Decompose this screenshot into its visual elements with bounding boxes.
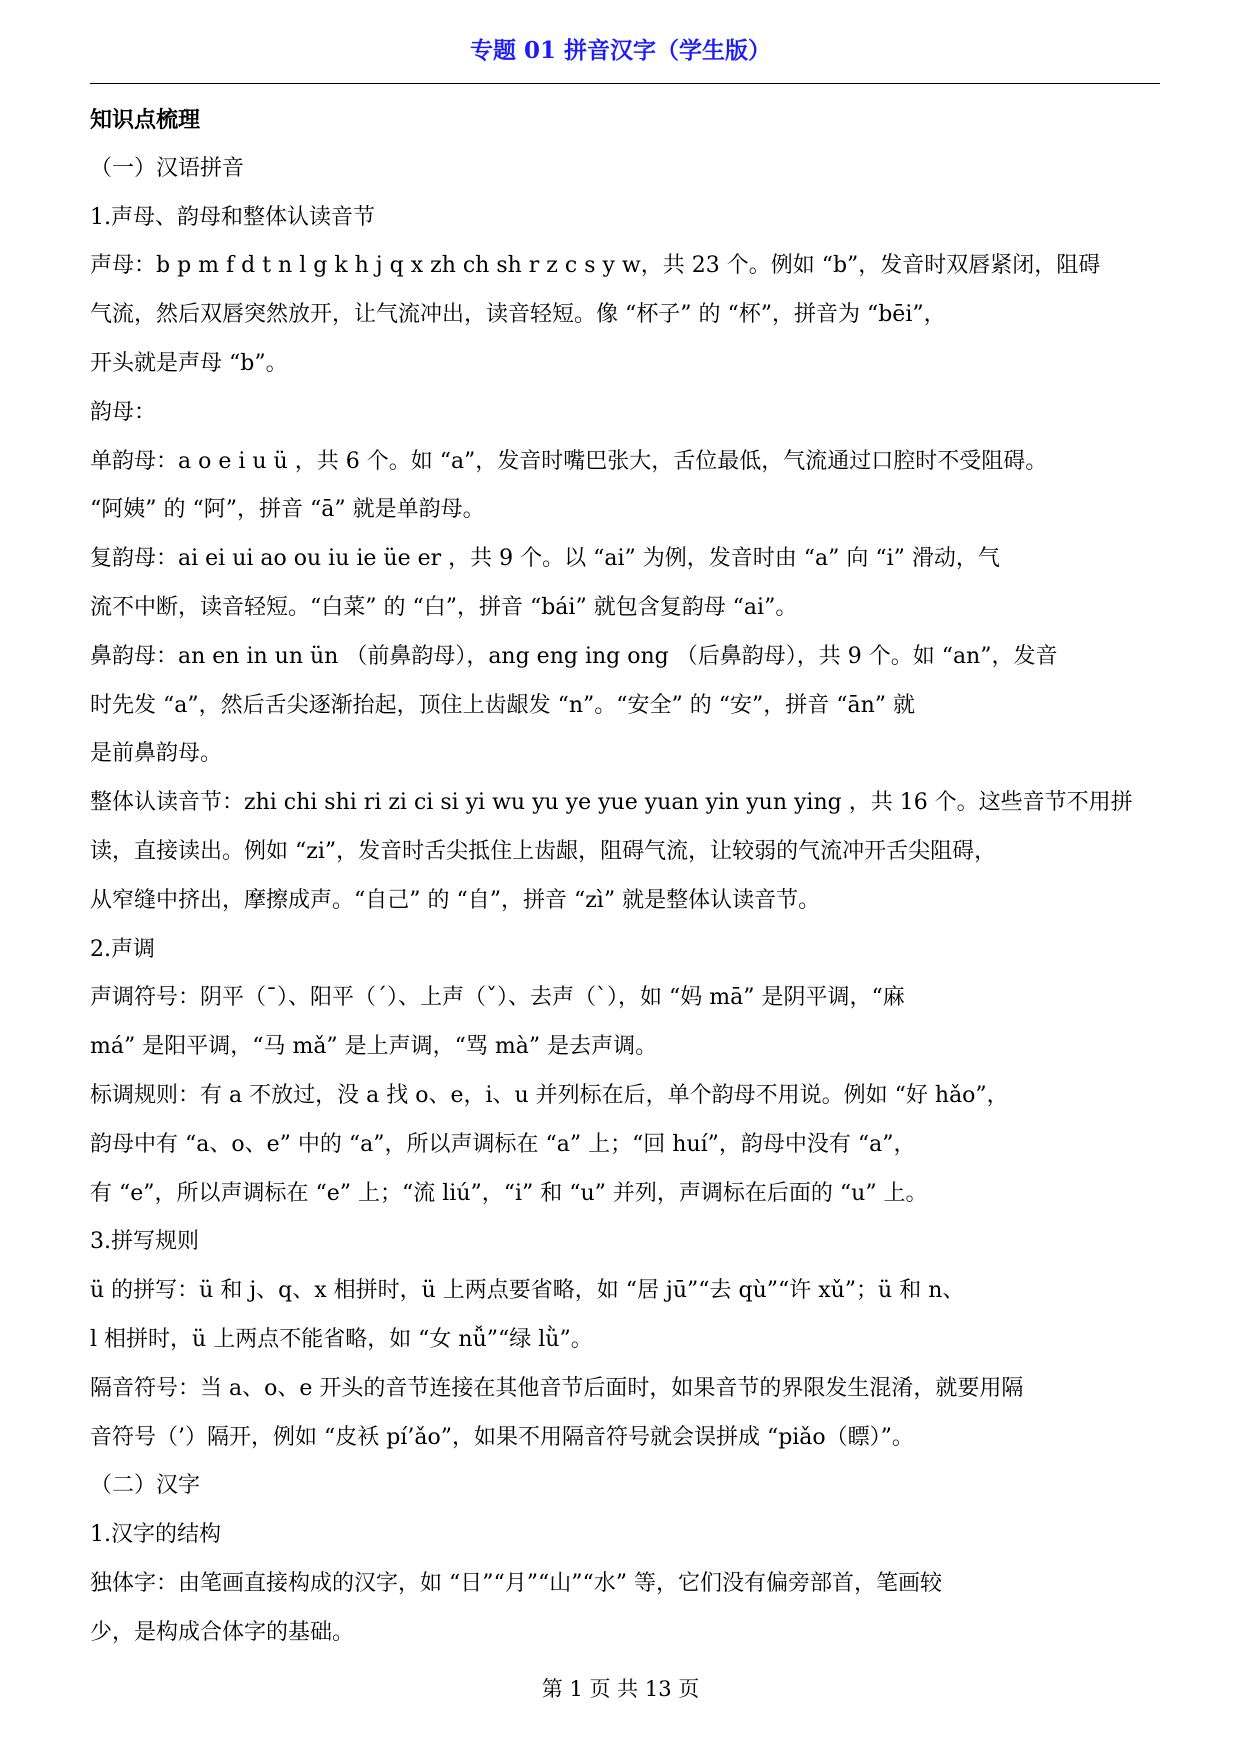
text-line: 音符号（’）隔开，例如 “皮袄 pí’ǎo”，如果不用隔音符号就会误拼成 “piǎo（瞟）”。 (90, 1424, 914, 1450)
text-line: “阿姨” 的 “阿”，拼音 “ā” 就是单韵母。 (90, 497, 485, 523)
subsection-heading: （二）汉字 (90, 1473, 201, 1499)
text-line: l 相拼时，ü 上两点不能省略，如 “女 nǚ”“绿 lǜ”。 (90, 1326, 593, 1352)
text-line: 是前鼻韵母。 (90, 741, 223, 767)
topic-heading: 3.拼写规则 (90, 1229, 199, 1255)
header-divider (90, 83, 1160, 84)
text-line: 有 “e”，所以声调标在 “e” 上；“流 liú”，“i” 和 “u” 并列，声调标在后面的 “u” 上。 (90, 1180, 928, 1206)
text-line: 声母：b p m f d t n l g k h j q x zh ch sh r z c s y w，共 23 个。例如 “b”，发音时双唇紧闭，阻碍 (90, 253, 1101, 279)
text-line: 单韵母：a o e i u ü ，共 6 个。如 “a”，发音时嘴巴张大，舌位最低，气流通过口腔时不受阻碍。 (90, 448, 1048, 474)
text-line: 隔音符号：当 a、o、e 开头的音节连接在其他音节后面时，如果音节的界限发生混淆，就要用隔 (90, 1375, 1024, 1401)
topic-heading: 1.汉字的结构 (90, 1522, 221, 1548)
text-line: 开头就是声母 “b”。 (90, 350, 288, 376)
text-line: má” 是阳平调，“马 mǎ” 是上声调，“骂 mà” 是去声调。 (90, 1034, 658, 1060)
page-title: 专题 01 拼音汉字（学生版） (469, 37, 772, 64)
text-line: 韵母中有 “a、o、e” 中的 “a”，所以声调标在 “a” 上；“回 huí”，韵母中没有 “a”， (90, 1131, 916, 1157)
text-line: 复韵母：ai ei ui ao ou iu ie üe er ，共 9 个。以 “ai” 为例，发音时由 “a” 向 “i” 滑动，气 (90, 546, 1000, 572)
text-line: 时先发 “a”，然后舌尖逐渐抬起，顶住上齿龈发 “n”。“安全” 的 “安”，拼音 “ān” 就 (90, 692, 916, 718)
subsection-heading: （一）汉语拼音 (90, 155, 245, 181)
text-line: ü 的拼写：ü 和 j、q、x 相拼时，ü 上两点要省略，如 “居 jū”“去 qù”“许 xǔ”；ü 和 n、 (90, 1278, 965, 1304)
text-line: 声调符号：阴平（ˉ）、阳平（ˊ）、上声（ˇ）、去声（ˋ），如 “妈 mā” 是阴平调，“麻 (90, 985, 905, 1011)
text-line: 气流，然后双唇突然放开，让气流冲出，读音轻短。像 “杯子” 的 “杯”，拼音为 “bēi”， (90, 302, 946, 328)
text-line: 少，是构成合体字的基础。 (90, 1619, 355, 1645)
text-line: 整体认读音节：zhi chi shi ri zi ci si yi wu yu ye yue yuan yin yun ying ，共 16 个。这些音节不用拼 (90, 790, 1133, 816)
text-line: 读，直接读出。例如 “zi”，发音时舌尖抵住上齿龈，阻碍气流，让较弱的气流冲开舌尖阻碍， (90, 838, 997, 864)
page-number: 第 1 页 共 13 页 (541, 1677, 700, 1701)
section-heading: 知识点梳理 (90, 107, 201, 133)
text-line: 从窄缝中挤出，摩擦成声。“自己” 的 “自”，拼音 “zì” 就是整体认读音节。 (90, 887, 821, 913)
topic-heading: 2.声调 (90, 936, 155, 962)
topic-heading: 1.声母、韵母和整体认读音节 (90, 204, 375, 230)
text-line: 独体字：由笔画直接构成的汉字，如 “日”“月”“山”“水” 等，它们没有偏旁部首，笔画较 (90, 1570, 942, 1596)
text-line: 流不中断，读音轻短。“白菜” 的 “白”，拼音 “bái” 就包含复韵母 “ai”。 (90, 594, 798, 620)
text-line: 标调规则：有 a 不放过，没 a 找 o、e，i、u 并列标在后，单个韵母不用说。例如 “好 hǎo”， (90, 1082, 1009, 1108)
document-body (90, 96, 1160, 1658)
text-line: 韵母： (90, 399, 157, 425)
text-line: 鼻韵母：an en in un ün （前鼻韵母），ang eng ing ong （后鼻韵母），共 9 个。如 “an”，发音 (90, 643, 1058, 669)
